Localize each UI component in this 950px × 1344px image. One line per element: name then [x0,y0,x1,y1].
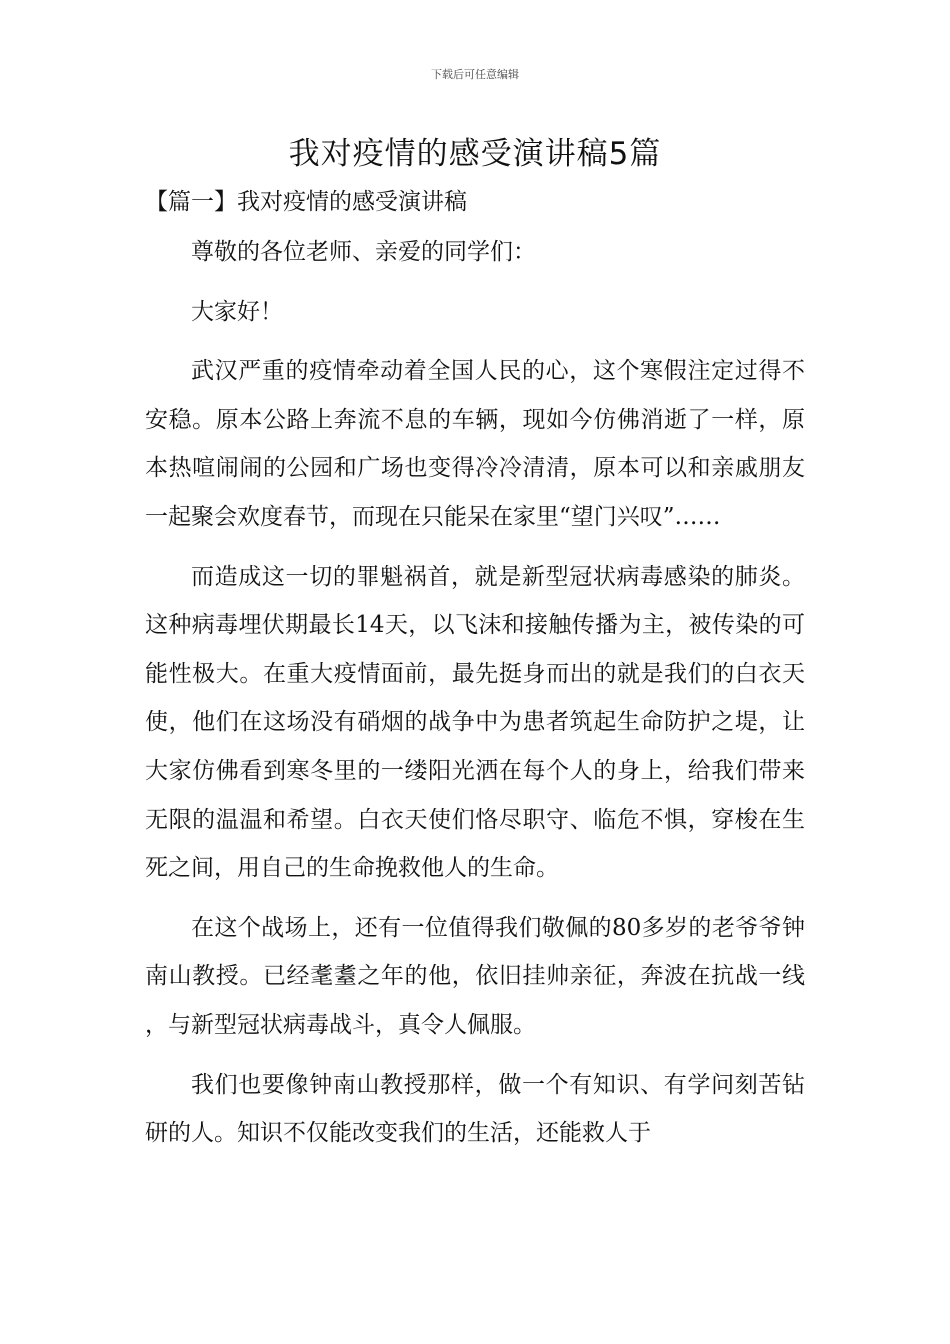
page-header-note: 下载后可任意编辑 [431,68,519,81]
document-body [145,228,805,1158]
paragraph: 武汉严重的疫情牵动着全国人民的心，这个寒假注定过得不安稳。原本公路上奔流不息的车辆，现如今仿佛消逝了一样，原本热喧闹闹的公园和广场也变得冷冷清清，原本可以和亲戚朋友一起聚会欢度春节，而现在只能呆在家里“望门兴叹”…… [145,358,805,530]
paragraph: 我们也要像钟南山教授那样，做一个有知识、有学问刻苦钻研的人。知识不仅能改变我们的生活，还能救人于 [145,1071,805,1147]
document-title: 我对疫情的感受演讲稿5篇 [288,136,662,172]
section-heading: 【篇一】我对疫情的感受演讲稿 [145,189,467,215]
paragraph: 在这个战场上，还有一位值得我们敬佩的80多岁的老爷爷钟南山教授。已经耄耋之年的他，依旧挂帅亲征，奔波在抗战一线，与新型冠状病毒战斗，真令人佩服。 [145,914,805,1038]
paragraph-greeting: 大家好！ [191,298,283,325]
paragraph: 而造成这一切的罪魁祸首，就是新型冠状病毒感染的肺炎。这种病毒埋伏期最长14天，以飞沫和接触传播为主，被传染的可能性极大。在重大疫情面前，最先挺身而出的就是我们的白衣天使，他们在这场没有硝烟的战争中为患者筑起生命防护之堤，让大家仿佛看到寒冬里的一缕阳光洒在每个人的身上，给我们带来无限的温温和希望。白衣天使们恪尽职守、临危不惧，穿梭在生死之间，用自己的生命挽救他人的生命。 [145,563,805,882]
paragraph-salutation: 尊敬的各位老师、亲爱的同学们： [191,239,536,265]
